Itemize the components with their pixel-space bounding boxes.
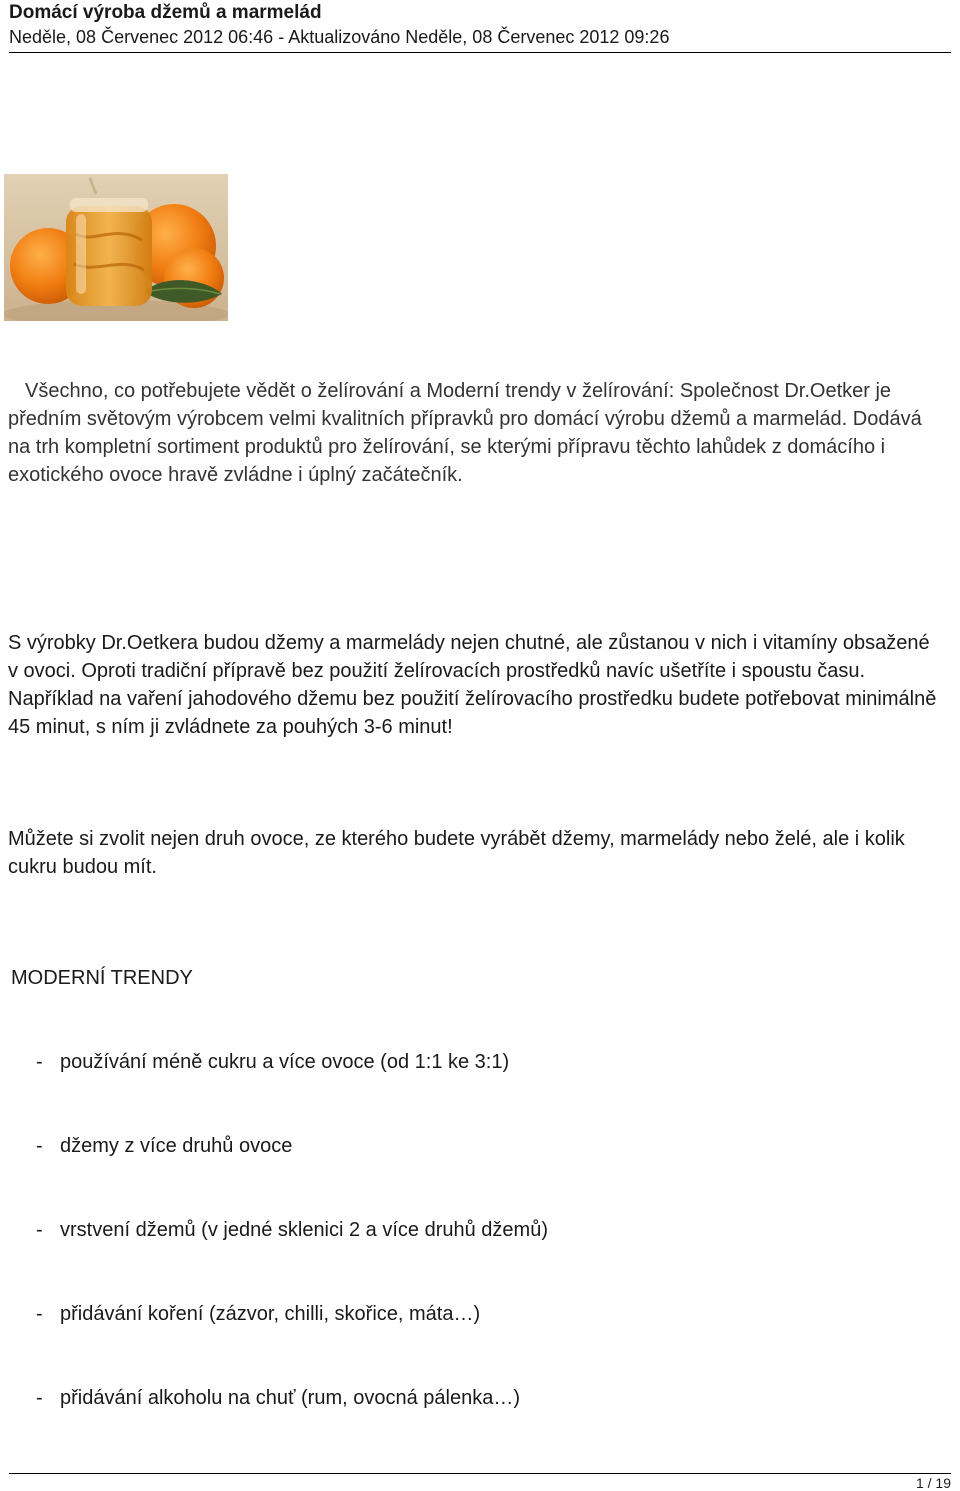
list-item-text: používání méně cukru a více ovoce (od 1:1 ke 3:1): [60, 1051, 510, 1073]
document-header: [9, 0, 951, 53]
page-number: 1 / 19: [915, 1475, 951, 1491]
list-item: [36, 1300, 480, 1328]
list-item-text: vrstvení džemů (v jedné sklenici 2 a více druhů džemů): [60, 1219, 548, 1241]
list-item: [36, 1132, 292, 1160]
marmalade-photo: [4, 174, 228, 321]
list-dash: -: [36, 1303, 43, 1325]
list-dash: -: [36, 1135, 43, 1157]
article-dates: Neděle, 08 Červenec 2012 06:46 - Aktualizováno Neděle, 08 Červenec 2012 09:26: [9, 27, 670, 47]
article-title: Domácí výroba džemů a marmelád: [9, 2, 322, 23]
list-item: [36, 1048, 509, 1076]
list-item: [36, 1216, 548, 1244]
section-heading: MODERNÍ TRENDY: [11, 967, 193, 989]
footer-divider: [9, 1473, 951, 1474]
list-item: [36, 1384, 520, 1412]
list-dash: -: [36, 1387, 43, 1409]
marmalade-jar-with-oranges-illustration: [4, 174, 228, 321]
benefits-paragraph: S výrobky Dr.Oetkera budou džemy a marmelády nejen chutné, ale zůstanou v nich i vitamíny obsažené v ovoci. Oproti tradiční přípravě bez použití želírovacích prostředků navíc ušetříte i spoustu času. Například na vaření jahodového džemu bez použití želírovacího prostředku budete potřebovat minimálně 45 minut, s ním ji zvládnete za pouhých 3-6 minut!: [8, 632, 937, 738]
list-dash: -: [36, 1051, 43, 1073]
choice-paragraph: Můžete si zvolit nejen druh ovoce, ze kterého budete vyrábět džemy, marmelády nebo želé, ale i kolik cukru budou mít.: [8, 828, 905, 878]
list-item-text: džemy z více druhů ovoce: [60, 1135, 293, 1157]
intro-paragraph: Všechno, co potřebujete vědět o želírování a Moderní trendy v želírování: Společnost Dr.Oetker je předním světovým výrobcem velmi kvalitních přípravků pro domácí výrobu džemů a marmelád. Dodává na trh kompletní sortiment produktů pro želírování, se kterými přípravu těchto lahůdek z domácího i exotického ovoce hravě zvládne i úplný začátečník.: [8, 380, 922, 486]
list-item-text: přidávání koření (zázvor, chilli, skořice, máta…): [60, 1303, 481, 1325]
list-dash: -: [36, 1219, 43, 1241]
list-item-text: přidávání alkoholu na chuť (rum, ovocná pálenka…): [60, 1387, 520, 1409]
